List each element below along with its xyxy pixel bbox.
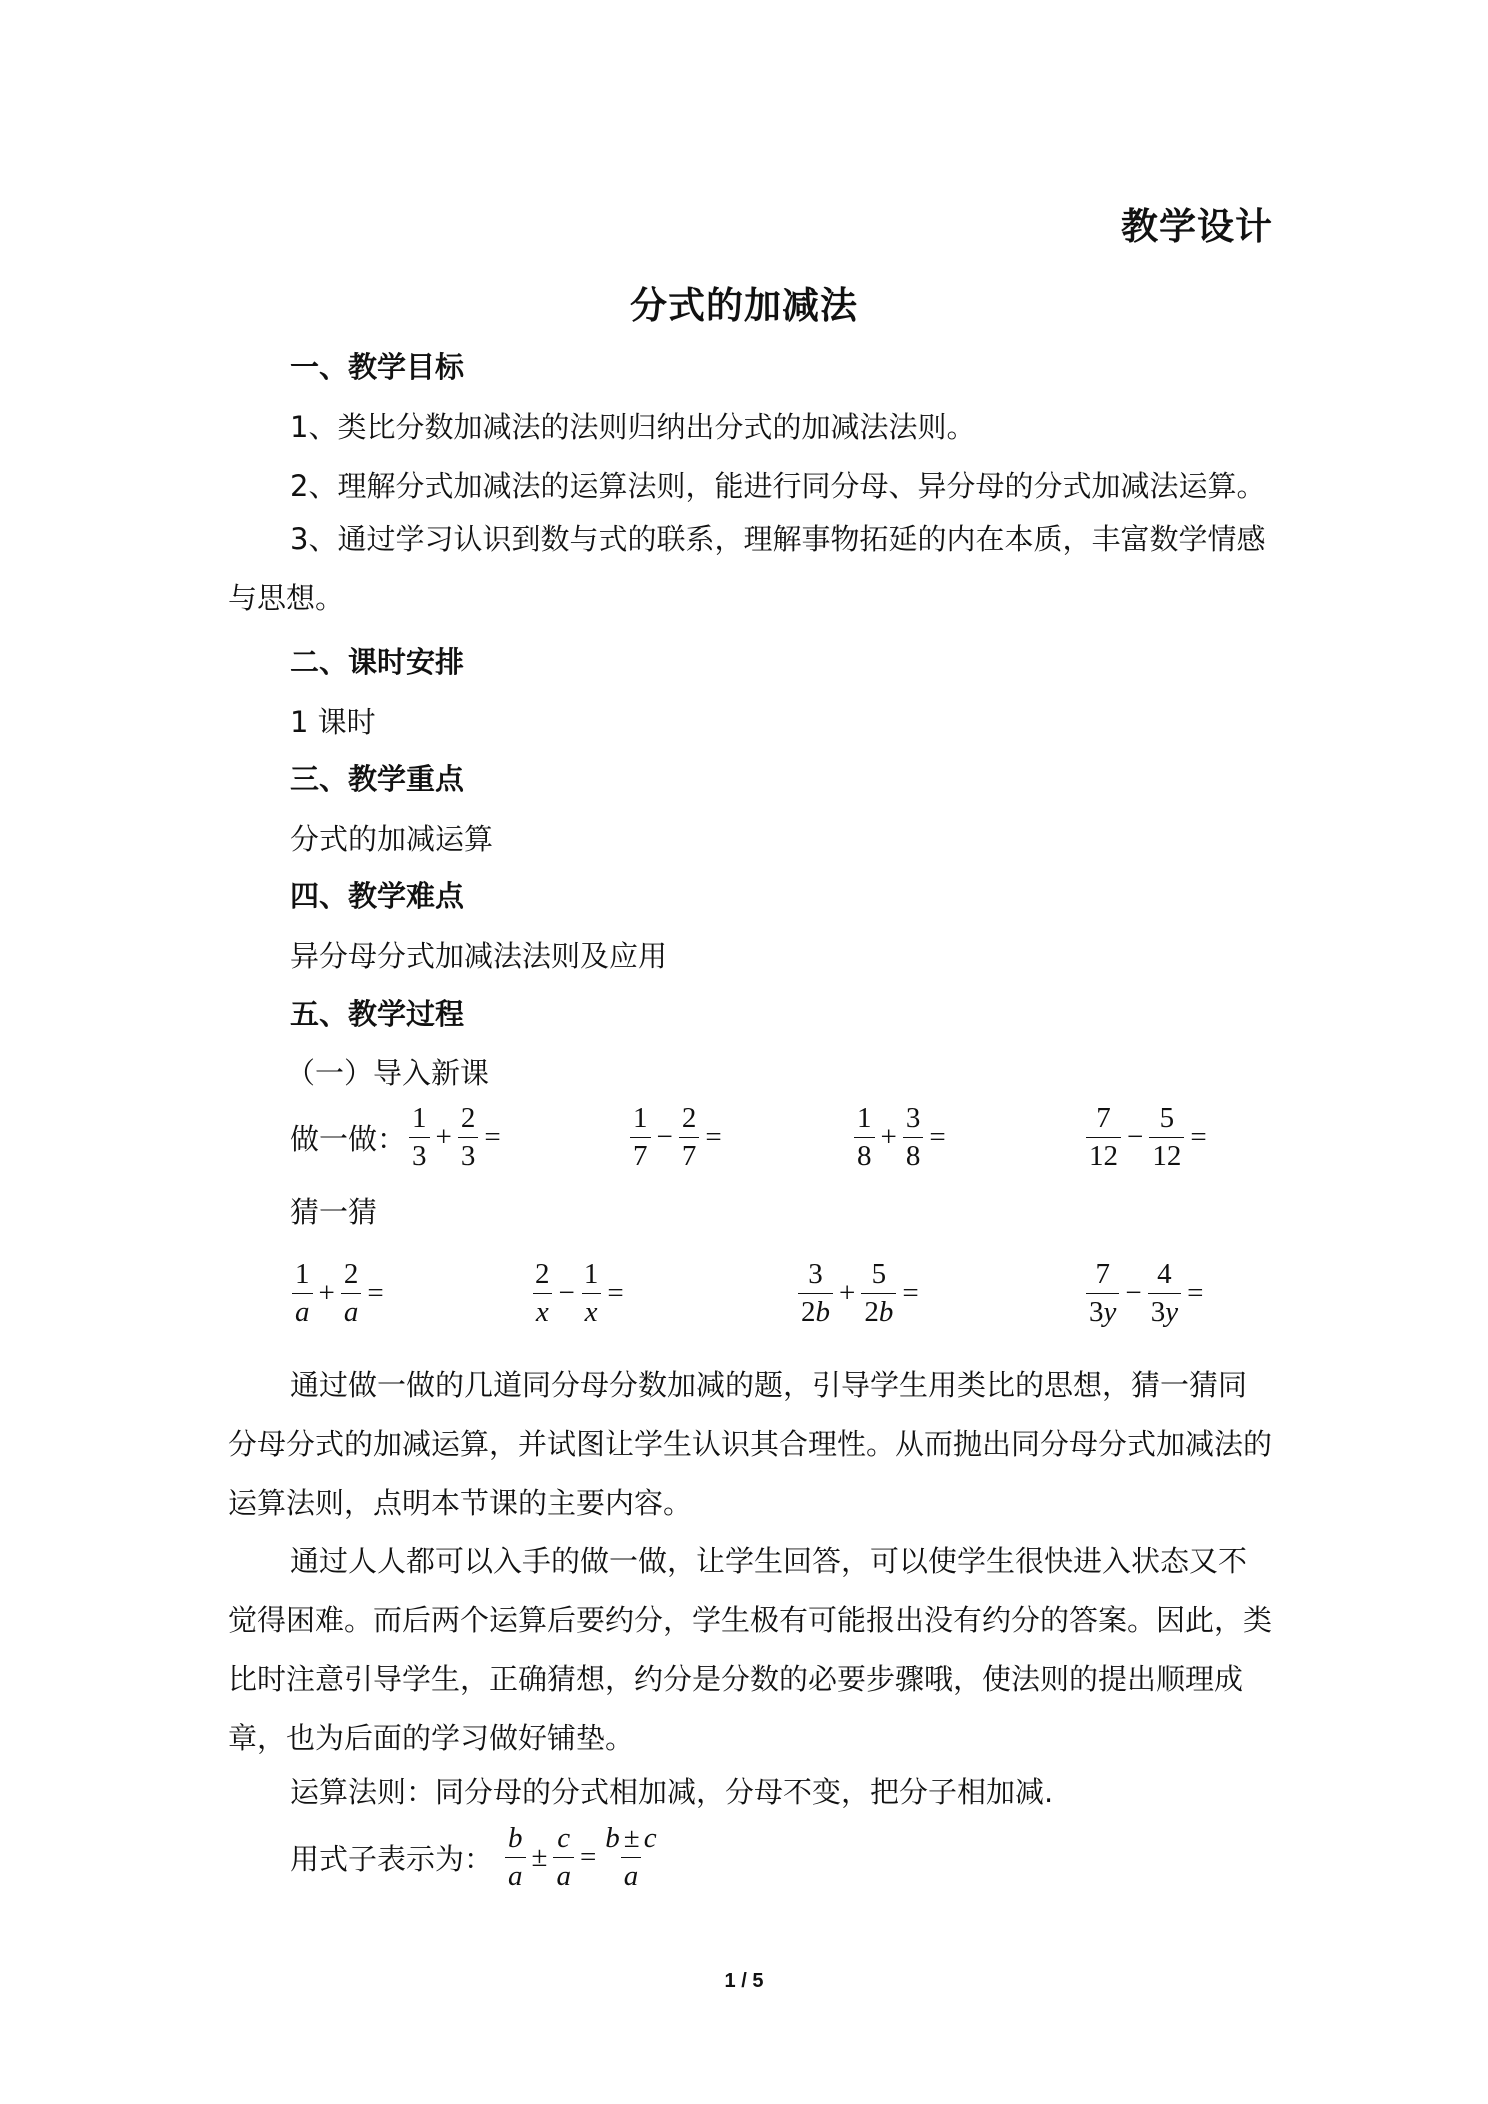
fraction: $\frac{1}{7}$ [630, 1102, 651, 1173]
difficulties-content: 异分母分式加减法法则及应用 [290, 939, 668, 973]
paragraph-analogy: 通过做一做的几道同分母分数加减的题，引导学生用类比的思想，猜一猜同分母分式的加减运算，并试图让学生认识其合理性。从而抛出同分母分式加减法的运算法则，点明本节课的主要内容。 [228, 1368, 1273, 1520]
main-title: 分式的加减法 [630, 284, 858, 327]
subsection-intro: （一）导入新课 [286, 1056, 490, 1090]
fraction: $\frac{2}{3}$ [458, 1102, 479, 1173]
exercise-2-item-2: $\frac{2}{x}$ − $\frac{1}{x}$ = [530, 1253, 628, 1333]
exercise-1-item-2: $\frac{1}{7}$ − $\frac{2}{7}$ = [628, 1097, 726, 1177]
exercise-2-item-3: $\frac{3}{2b}$ + $\frac{5}{2b}$ = [796, 1253, 923, 1333]
paragraph-guidance: 通过人人都可以入手的做一做，让学生回答，可以使学生很快进入状态又不觉得困难。而后两个运算后要约分，学生极有可能报出没有约分的答案。因此，类比时注意引导学生，正确猜想，约分是分数的必要步骤哦，使法则的提出顺理成章，也为后面的学习做好铺垫。 [228, 1544, 1273, 1755]
objective-item-1: 1、类比分数加减法的法则归纳出分式的加减法法则。 [290, 410, 976, 444]
objective-item-3: 3、通过学习认识到数与式的联系，理解事物拓延的内在本质，丰富数学情感与思想。 [228, 522, 1266, 615]
fraction: $\frac{1}{x}$ [581, 1258, 602, 1329]
exercise-1-label-row [290, 1097, 416, 1177]
fraction: $\frac{1}{3}$ [409, 1102, 430, 1173]
doc-title: 教学设计 [1121, 205, 1273, 248]
fraction: $\frac{c}{a}$ [553, 1822, 574, 1893]
fraction: $\frac{2}{a}$ [341, 1258, 362, 1329]
exercise-1-item-3: $\frac{1}{8}$ + $\frac{3}{8}$ = [852, 1097, 950, 1177]
exercise-1-item-1: $\frac{1}{3}$ + $\frac{2}{3}$ = [407, 1097, 505, 1177]
formula-row: 用式子表示为： $\frac{b}{a}$ ± $\frac{c}{a}$ = $\frac{b \pm c}{a}$ [290, 1817, 662, 1897]
section-heading-difficulties: 四、教学难点 [290, 879, 465, 913]
exercise-2-item-1: $\frac{1}{a}$ + $\frac{2}{a}$ = [290, 1253, 388, 1333]
key-points-content: 分式的加减运算 [290, 822, 494, 856]
section-heading-schedule: 二、课时安排 [290, 645, 465, 679]
exercise-1-item-4: $\frac{7}{12}$ − $\frac{5}{12}$ = [1084, 1097, 1211, 1177]
fraction: $\frac{3}{8}$ [903, 1102, 924, 1173]
exercise-1-label: 做一做： [290, 1121, 407, 1156]
section-heading-objectives: 一、教学目标 [290, 350, 465, 384]
rule-statement: 运算法则：同分母的分式相加减，分母不变，把分子相加减. [290, 1775, 1054, 1809]
objective-item-2: 2、理解分式加减法的运算法则，能进行同分母、异分母的分式加减法运算。 [290, 469, 1266, 503]
fraction: $\frac{1}{a}$ [292, 1258, 313, 1329]
fraction: $\frac{2}{x}$ [532, 1258, 553, 1329]
fraction: $\frac{5}{2b}$ [861, 1258, 896, 1329]
fraction: $\frac{1}{8}$ [854, 1102, 875, 1173]
formula-label: 用式子表示为： [290, 1841, 494, 1876]
schedule-content: 1 课时 [290, 705, 376, 739]
fraction: $\frac{2}{7}$ [679, 1102, 700, 1173]
page-number: 1 / 5 [724, 1970, 764, 1992]
fraction: $\frac{4}{3y}$ [1148, 1258, 1181, 1329]
fraction: $\frac{b \pm c}{a}$ [605, 1821, 657, 1892]
fraction: $\frac{7}{12}$ [1086, 1102, 1121, 1173]
exercise-2-label: 猜一猜 [290, 1195, 378, 1229]
fraction: $\frac{3}{2b}$ [798, 1258, 833, 1329]
section-heading-key-points: 三、教学重点 [290, 762, 465, 796]
fraction: $\frac{5}{12}$ [1149, 1102, 1184, 1173]
exercise-2-item-4: $\frac{7}{3y}$ − $\frac{4}{3y}$ = [1084, 1253, 1207, 1333]
section-heading-process: 五、教学过程 [290, 997, 465, 1031]
fraction: $\frac{b}{a}$ [505, 1822, 526, 1893]
fraction: $\frac{7}{3y}$ [1086, 1258, 1119, 1329]
